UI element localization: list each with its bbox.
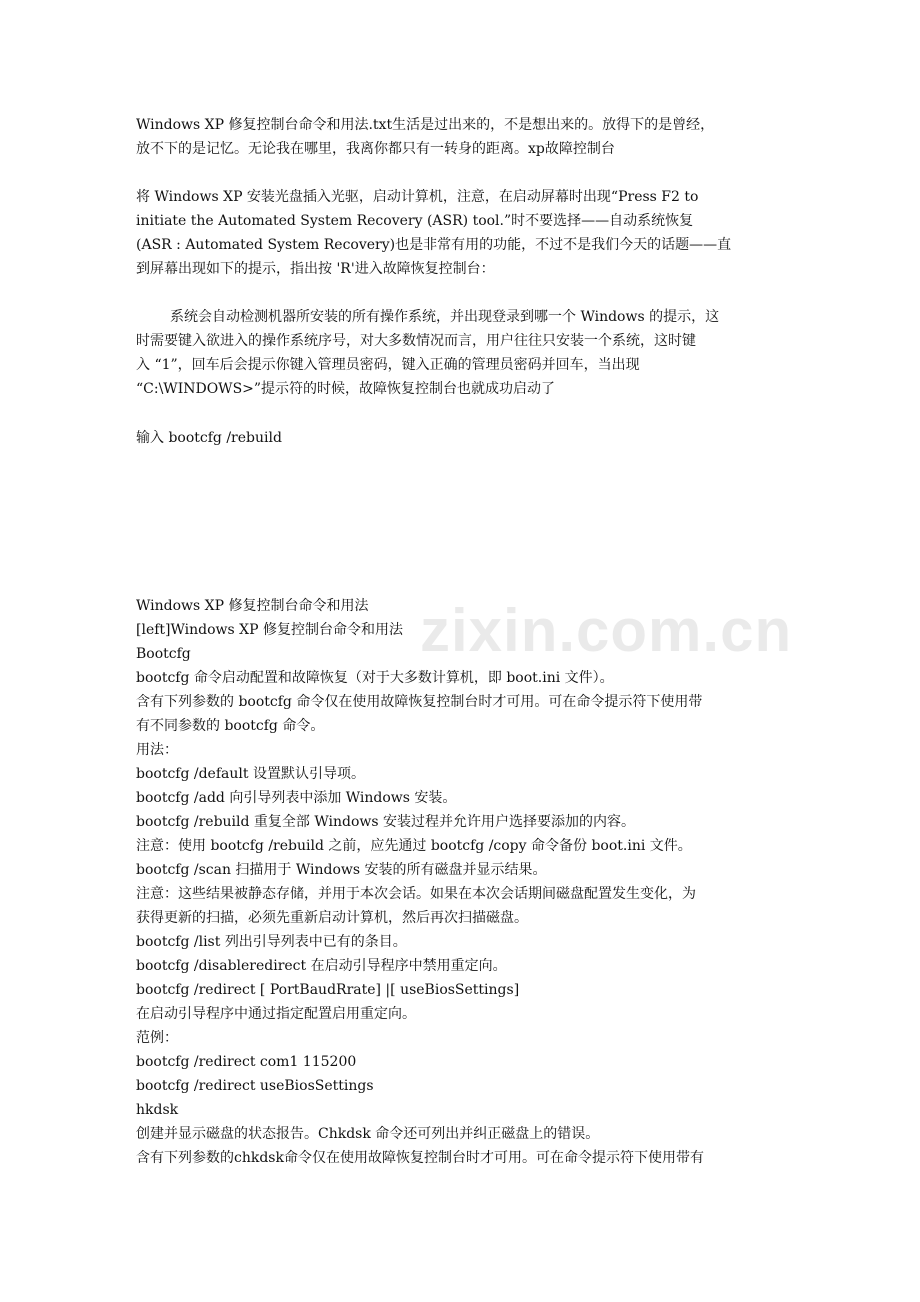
- section-line: bootcfg /rebuild 重复全部 Windows 安装过程并允许用户选择要添加的内容。: [136, 814, 636, 830]
- paragraph-line: initiate the Automated System Recovery (ASR) tool.”时不要选择——自动系统恢复: [136, 213, 694, 229]
- section-line: bootcfg /disableredirect 在启动引导程序中禁用重定向。: [136, 958, 507, 974]
- section-line: bootcfg /redirect useBiosSettings: [136, 1078, 374, 1094]
- intro-block: [136, 113, 796, 161]
- paragraph-line: 时需要键入欲进入的操作系统序号，对大多数情况而言，用户往往只安装一个系统，这时键: [136, 333, 696, 349]
- paragraph-line: “C:\WINDOWS>”提示符的时候，故障恢复控制台也就成功启动了: [136, 381, 556, 397]
- section-line: 含有下列参数的chkdsk命令仅在使用故障恢复控制台时才可用。可在命令提示符下使用带有: [136, 1150, 704, 1166]
- section-line: 范例：: [136, 1030, 178, 1046]
- section-line: 含有下列参数的 bootcfg 命令仅在使用故障恢复控制台时才可用。可在命令提示符下使用带: [136, 694, 703, 710]
- paragraph-line: 将 Windows XP 安装光盘插入光驱，启动计算机，注意，在启动屏幕时出现“Press F2 to: [136, 189, 699, 205]
- section-line: 注意：这些结果被静态存储，并用于本次会话。如果在本次会话期间磁盘配置发生变化，为: [136, 886, 696, 902]
- section-line: 创建并显示磁盘的状态报告。Chkdsk 命令还可列出并纠正磁盘上的错误。: [136, 1126, 600, 1142]
- section-line: hkdsk: [136, 1102, 179, 1118]
- section-line: bootcfg /scan 扫描用于 Windows 安装的所有磁盘并显示结果。: [136, 862, 547, 878]
- section-subtitle: [left]Windows XP 修复控制台命令和用法: [136, 622, 403, 638]
- paragraph-line: (ASR : Automated System Recovery)也是非常有用的功能，不过不是我们今天的话题——直: [136, 237, 732, 253]
- section-title: Windows XP 修复控制台命令和用法: [136, 598, 369, 614]
- instruction-paragraph-2: [136, 305, 796, 401]
- instruction-paragraph-1: [136, 185, 796, 281]
- input-command-line: 输入 bootcfg /rebuild: [136, 430, 282, 446]
- intro-line-1: Windows XP 修复控制台命令和用法.txt生活是过出来的，不是想出来的。放得下的是曾经，: [136, 117, 715, 133]
- paragraph-line: 入 “1”，回车后会提示你键入管理员密码，键入正确的管理员密码并回车，当出现: [136, 357, 640, 373]
- section-line: 获得更新的扫描，必须先重新启动计算机，然后再次扫描磁盘。: [136, 910, 528, 926]
- section-line: bootcfg 命令启动配置和故障恢复（对于大多数计算机，即 boot.ini 文件）。: [136, 670, 614, 686]
- section-line: 在启动引导程序中通过指定配置启用重定向。: [136, 1006, 416, 1022]
- section-line: 用法：: [136, 742, 178, 758]
- section-line: 注意：使用 bootcfg /rebuild 之前，应先通过 bootcfg /copy 命令备份 boot.ini 文件。: [136, 838, 692, 854]
- command-reference-section: [136, 594, 796, 1170]
- section-line: bootcfg /list 列出引导列表中已有的条目。: [136, 934, 407, 950]
- section-line: bootcfg /redirect [ PortBaudRrate] |[ useBiosSettings]: [136, 982, 520, 998]
- command-name: Bootcfg: [136, 646, 191, 662]
- section-line: bootcfg /redirect com1 115200: [136, 1054, 357, 1070]
- section-line: 有不同参数的 bootcfg 命令。: [136, 718, 325, 734]
- watermark-logo: zixin.com.cn: [420, 597, 793, 664]
- section-line: bootcfg /default 设置默认引导项。: [136, 766, 365, 782]
- intro-line-2: 放不下的是记忆。无论我在哪里，我离你都只有一转身的距离。xp故障控制台: [136, 141, 615, 157]
- paragraph-line: 系统会自动检测机器所安装的所有操作系统，并出现登录到哪一个 Windows 的提示，这: [170, 309, 720, 325]
- paragraph-line: 到屏幕出现如下的提示，指出按 'R'进入故障恢复控制台：: [136, 261, 495, 277]
- section-line: bootcfg /add 向引导列表中添加 Windows 安装。: [136, 790, 457, 806]
- input-command-block: [136, 426, 796, 450]
